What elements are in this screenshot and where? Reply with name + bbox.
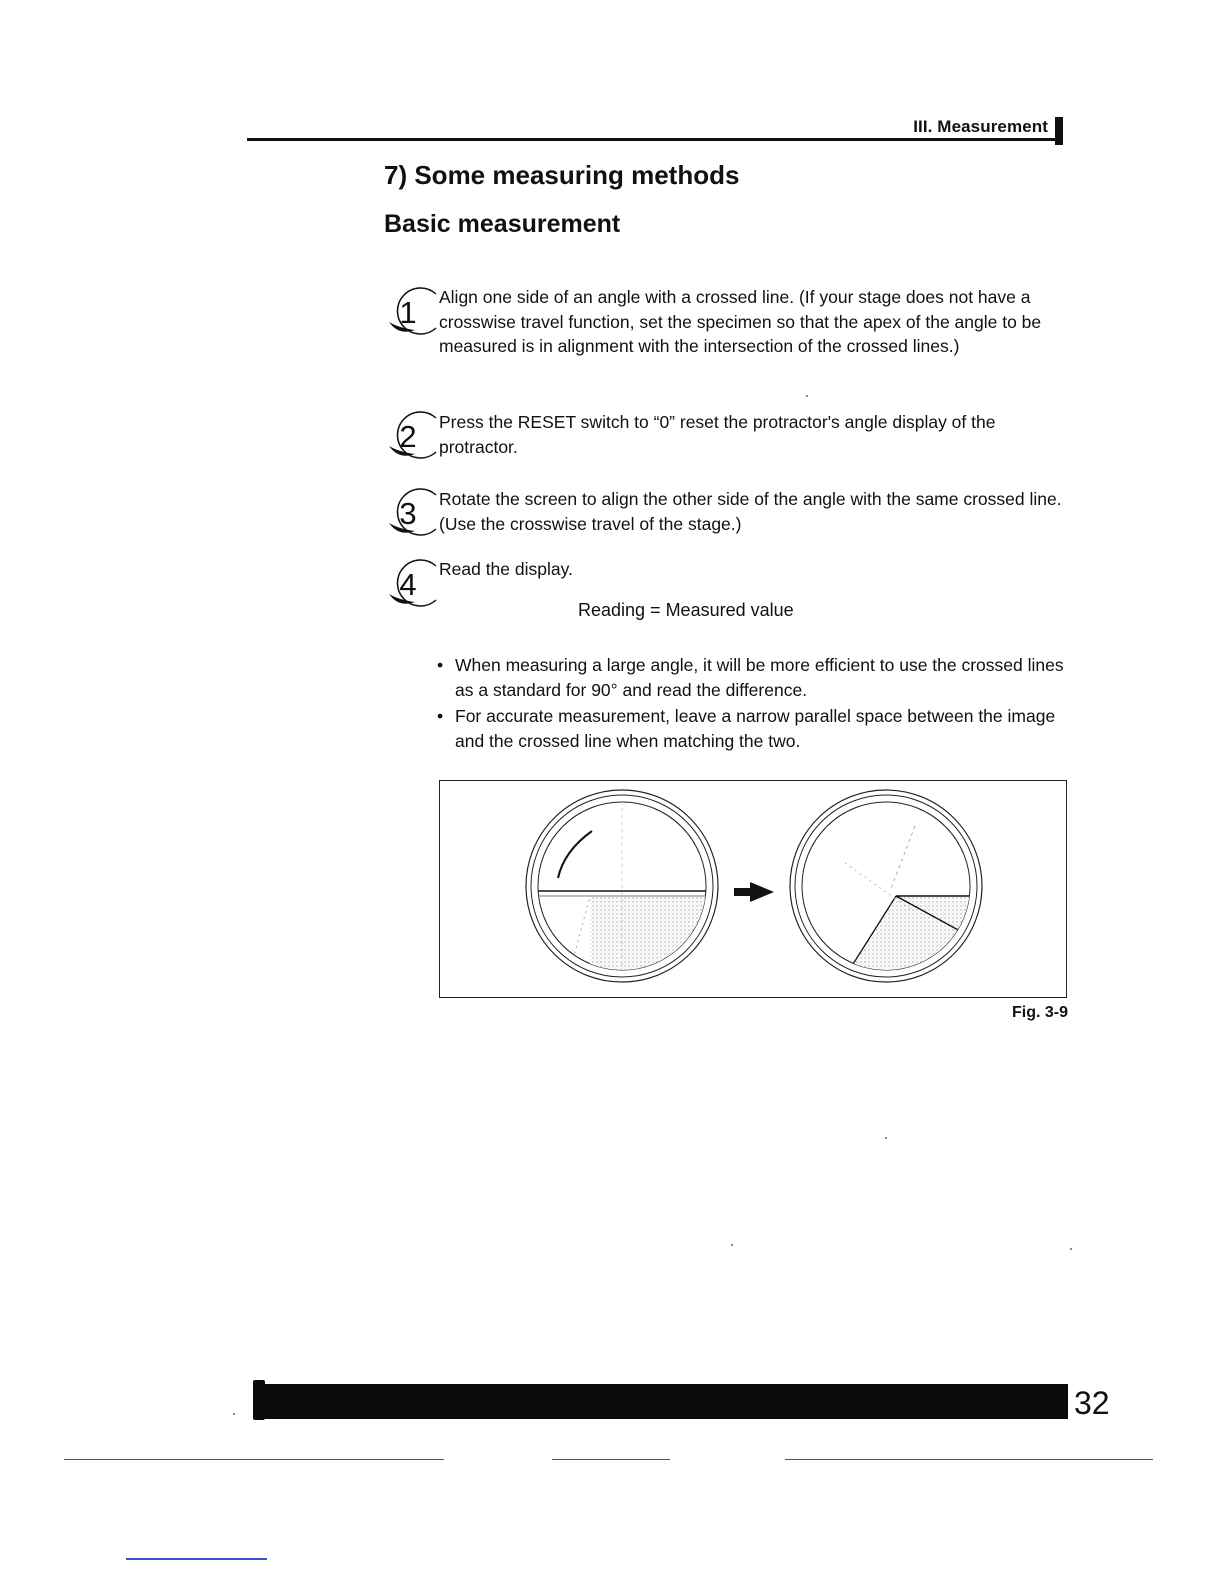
step-1-text: Align one side of an angle with a crossed line. (If your stage does not have a crosswise travel function, set the specimen so that the apex of the angle to be measured is in alignment with the intersection of the crossed lines.) xyxy=(439,287,1042,356)
figure-3-9 xyxy=(439,780,1067,998)
screen-before-icon xyxy=(500,790,720,986)
scan-underline xyxy=(126,1558,267,1560)
figure-caption: Fig. 3-9 xyxy=(1011,1004,1068,1021)
scan-speck xyxy=(233,1413,235,1415)
header-rule xyxy=(247,138,1063,141)
note-text: When measuring a large angle, it will be more efficient to use the crossed lines as a standard for 90° and read the difference. xyxy=(455,655,1064,700)
step-2-text: Press the RESET switch to “0” reset the protractor's angle display of the protractor. xyxy=(439,412,996,457)
page-number: 32 xyxy=(1074,1385,1110,1421)
scan-edge-rule xyxy=(64,1459,444,1460)
page-title: 7) Some measuring methods xyxy=(384,160,740,190)
step-3-number-icon xyxy=(381,485,441,541)
scan-speck xyxy=(885,1137,887,1139)
protractor-screen-diagram xyxy=(440,781,1066,997)
step-3-text: Rotate the screen to align the other side of the angle with the same crossed line. (Use the crosswise travel of the stage.) xyxy=(439,489,1062,534)
step-2-number-icon xyxy=(381,408,441,464)
step-3-number: 3 xyxy=(399,496,417,531)
step-2-number: 2 xyxy=(399,419,417,454)
step-4-number: 4 xyxy=(399,567,417,602)
section-subtitle: Basic measurement xyxy=(384,210,621,238)
step-1-number: 1 xyxy=(399,295,417,330)
screen-after-icon xyxy=(790,790,982,991)
step-4-number-icon xyxy=(381,556,441,612)
reading-formula: Reading = Measured value xyxy=(578,600,794,620)
scan-speck xyxy=(731,1244,733,1246)
scan-speck xyxy=(806,395,808,397)
bullet-icon: • xyxy=(437,655,444,675)
scan-edge-rule xyxy=(785,1459,1153,1460)
footer-bar xyxy=(255,1384,1068,1419)
notes-list xyxy=(436,653,1076,755)
note-text: For accurate measurement, leave a narrow parallel space between the image and the crossed line when matching the two. xyxy=(455,706,1056,751)
scan-speck xyxy=(1070,1248,1072,1250)
scan-edge-rule xyxy=(552,1459,670,1460)
note-item xyxy=(436,704,1076,754)
arrow-right-icon xyxy=(734,882,774,902)
section-label: III. Measurement xyxy=(913,117,1048,136)
step-1-number-icon xyxy=(381,284,441,340)
step-4-text: Read the display. xyxy=(439,559,573,579)
note-item xyxy=(436,653,1076,703)
bullet-icon: • xyxy=(437,706,444,726)
